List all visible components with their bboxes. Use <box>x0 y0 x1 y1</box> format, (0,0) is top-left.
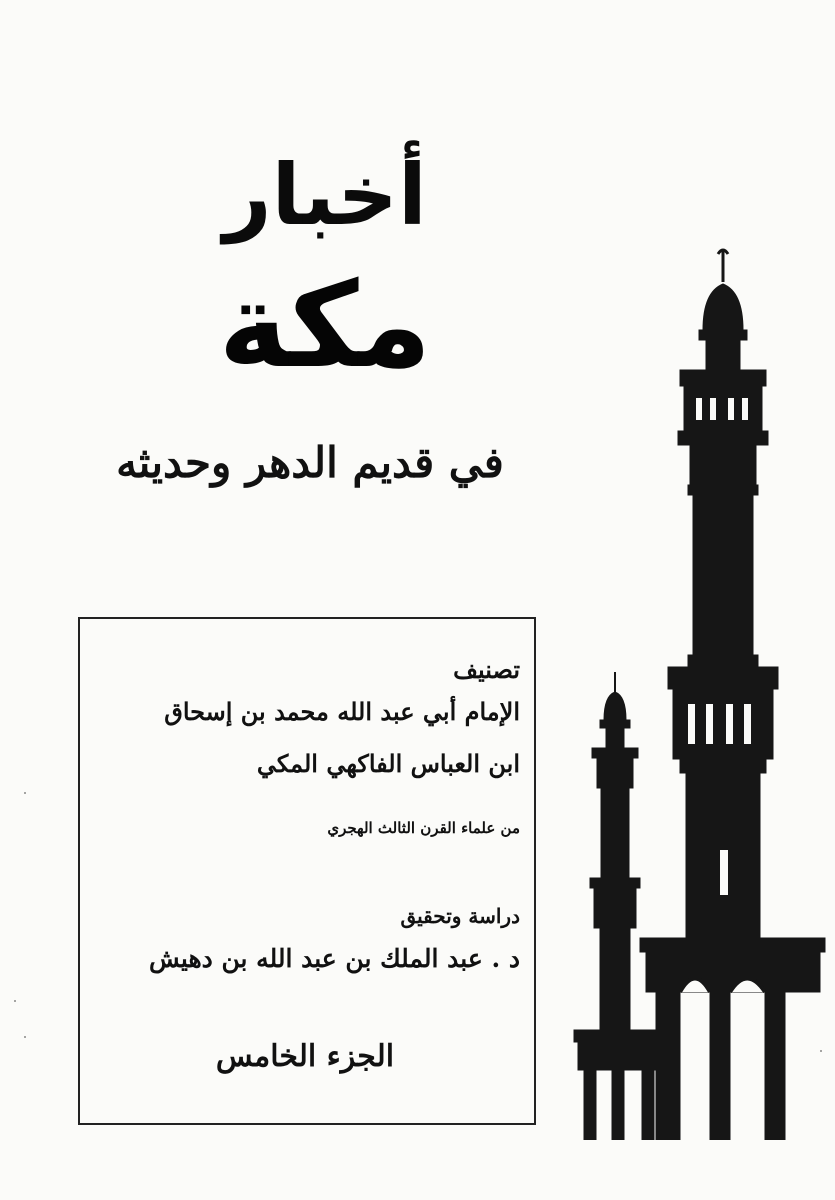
author-label: تصنيف <box>453 655 520 684</box>
volume-part: الجزء الخامس <box>215 1039 395 1074</box>
title-city: مكة <box>218 256 432 394</box>
study-label: دراسة وتحقيق <box>400 904 520 928</box>
author-line-1: الإمام أبي عبد الله محمد بن إسحاق <box>164 697 520 726</box>
subtitle: في قديم الدهر وحديثه <box>116 438 504 487</box>
author-era: من علماء القرن الثالث الهجري <box>327 819 520 837</box>
author-box <box>78 617 536 1125</box>
minarets-illustration <box>560 240 835 1140</box>
editor-name: د . عبد الملك بن عبد الله بن دهيش <box>149 944 520 973</box>
author-line-2: ابن العباس الفاكهي المكي <box>256 749 520 778</box>
title-main: أخبار <box>223 146 427 244</box>
